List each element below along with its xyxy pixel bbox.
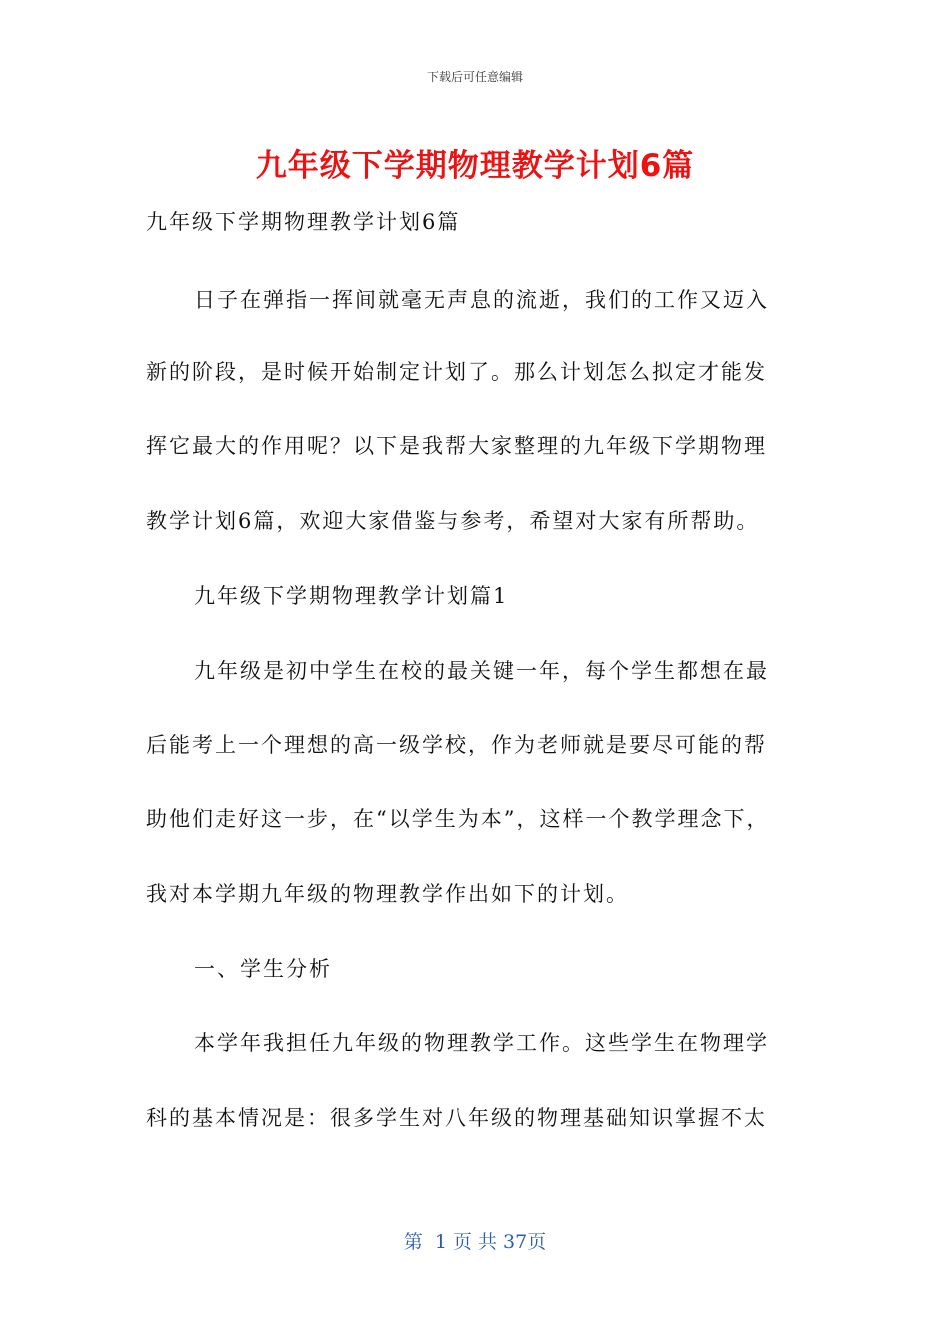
paragraph-line: 挥它最大的作用呢？以下是我帮大家整理的九年级下学期物理 <box>146 434 767 458</box>
page-number-footer: 第 1 页 共 37页 <box>403 1231 547 1253</box>
paragraph-line: 教学计划6篇，欢迎大家借鉴与参考，希望对大家有所帮助。 <box>146 509 760 533</box>
paragraph-line: 新的阶段，是时候开始制定计划了。那么计划怎么拟定才能发 <box>146 360 767 384</box>
paragraph-line: 日子在弹指一挥间就毫无声息的流逝，我们的工作又迈入 <box>194 288 769 312</box>
section-heading: 一、学生分析 <box>194 957 332 981</box>
paragraph-line: 助他们走好这一步，在“以学生为本”，这样一个教学理念下， <box>146 807 770 831</box>
paragraph-line: 我对本学期九年级的物理教学作出如下的计划。 <box>146 882 629 906</box>
document-title: 九年级下学期物理教学计划6篇 <box>255 148 695 184</box>
paragraph-line: 本学年我担任九年级的物理教学工作。这些学生在物理学 <box>194 1031 769 1055</box>
paragraph-line: 九年级是初中学生在校的最关键一年，每个学生都想在最 <box>194 659 769 683</box>
section-heading: 九年级下学期物理教学计划篇1 <box>194 584 509 608</box>
paragraph-line: 科的基本情况是：很多学生对八年级的物理基础知识掌握不太 <box>146 1106 767 1130</box>
document-subtitle: 九年级下学期物理教学计划6篇 <box>146 210 461 234</box>
paragraph-line: 后能考上一个理想的高一级学校，作为老师就是要尽可能的帮 <box>146 733 767 757</box>
header-note: 下载后可任意编辑 <box>426 70 523 84</box>
